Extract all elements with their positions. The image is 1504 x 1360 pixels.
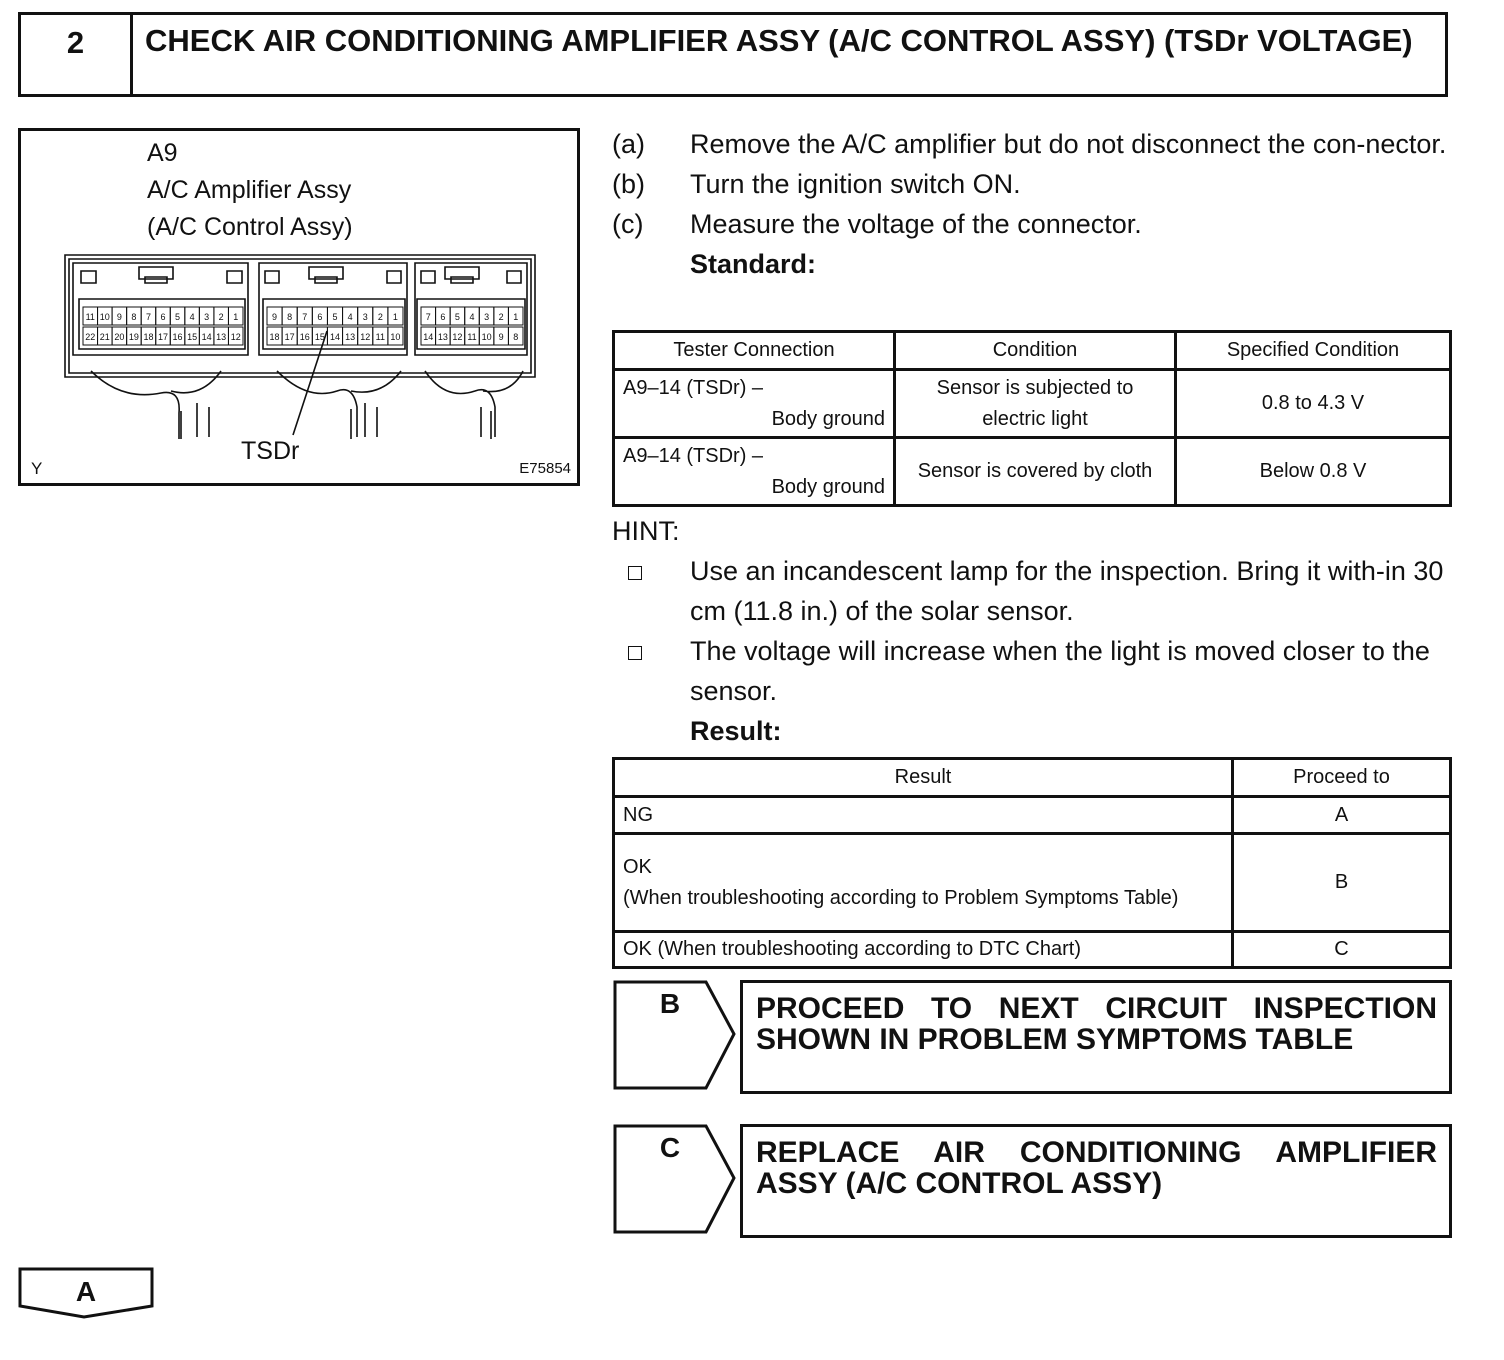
result-cell: NG (614, 797, 1233, 834)
table-header-row (614, 759, 1451, 797)
condition-cell: Sensor is subjected to electric light (895, 370, 1176, 438)
step-text: Turn the ignition switch ON. (690, 169, 1021, 199)
pin-number: 10 (390, 332, 401, 342)
table-row (614, 438, 1451, 506)
pin-number: 7 (302, 312, 308, 322)
table-row (614, 370, 1451, 438)
standard-table (612, 330, 1452, 507)
connection-ground: Body ground (771, 407, 885, 430)
pin-number: 3 (484, 312, 490, 322)
pin-number: 15 (314, 332, 325, 342)
pin-number: 8 (131, 312, 137, 322)
pin-number: 14 (423, 332, 434, 342)
condition-cell: Sensor is covered by cloth (895, 438, 1176, 506)
pin-number: 16 (172, 332, 183, 342)
pin-number: 1 (392, 312, 398, 322)
connector-drawing (21, 131, 577, 483)
pin-number: 11 (467, 332, 477, 342)
pin-number: 14 (201, 332, 212, 342)
result-cell: OK (When troubleshooting according to DTC Chart) (614, 932, 1233, 968)
branch-b-action: PROCEED TO NEXT CIRCUIT INSPECTION SHOWN IN PROBLEM SYMPTOMS TABLE (740, 980, 1452, 1094)
step-text: Measure the voltage of the connector. (690, 209, 1142, 239)
specified-cell: 0.8 to 4.3 V (1176, 370, 1451, 438)
hint-text: Use an incandescent lamp for the inspection. Bring it with-in 30 cm (11.8 in.) of the solar sensor. (690, 556, 1444, 626)
pin-number: 12 (360, 332, 371, 342)
connection-line: A9–14 (TSDr) – (623, 444, 764, 467)
pin-number: 14 (329, 332, 341, 342)
result-cell: OK (When troubleshooting according to Problem Symptoms Table) (614, 834, 1233, 932)
pin-number: 22 (85, 332, 96, 342)
step-label: (b) (612, 169, 645, 199)
pin-number: 2 (498, 312, 504, 322)
connector-figure (18, 128, 580, 486)
connection-line: A9–14 (TSDr) – (623, 376, 764, 399)
header-cell: Condition (895, 332, 1176, 370)
pin-number: 13 (345, 332, 356, 342)
pin-number: 6 (440, 312, 446, 322)
pin-number: 11 (85, 312, 95, 322)
pin-number: 4 (469, 312, 475, 322)
step-c (612, 204, 1452, 244)
header-cell: Tester Connection (614, 332, 895, 370)
component-name: A/C Amplifier Assy (147, 176, 352, 204)
hint-text: The voltage will increase when the light is moved closer to the sensor. (690, 636, 1430, 706)
pin-number: 12 (452, 332, 463, 342)
step-b (612, 164, 1452, 204)
header-cell: Proceed to (1233, 759, 1451, 797)
pin-number: 16 (299, 332, 310, 342)
table-row (614, 797, 1451, 834)
pin-number: 7 (425, 312, 431, 322)
table-row (614, 834, 1451, 932)
tester-connection-cell (614, 370, 895, 438)
pin-number: 3 (362, 312, 368, 322)
header-cell: Specified Condition (1176, 332, 1451, 370)
step-text: Remove the A/C amplifier but do not disconnect the con-nector. (690, 129, 1447, 159)
pin-number: 8 (287, 312, 293, 322)
bullet-icon (628, 566, 642, 580)
branch-c-letter: C (659, 1132, 681, 1163)
pin-number: 21 (99, 332, 110, 342)
pin-number: 5 (454, 312, 460, 322)
step-label: (c) (612, 209, 644, 239)
pin-number: 5 (332, 312, 338, 322)
step-a (612, 124, 1452, 164)
pin-number: 5 (175, 312, 181, 322)
tsdr-leader-line (293, 331, 327, 435)
pin-number: 9 (498, 332, 504, 342)
pin-number: 6 (317, 312, 323, 322)
pin-number: 11 (375, 332, 386, 342)
pin-number: 10 (99, 312, 110, 322)
branch-b-letter: B (659, 988, 681, 1019)
pin-number: 9 (116, 312, 122, 322)
pin-number: 20 (114, 332, 125, 342)
pin-number: 1 (233, 312, 239, 322)
hint-item (612, 551, 1454, 631)
pin-number: 2 (377, 312, 383, 322)
procedure-steps (612, 124, 1452, 284)
proceed-cell: C (1233, 932, 1451, 968)
branch-c-action: REPLACE AIR CONDITIONING AMPLIFIER ASSY (A/C CONTROL ASSY) (740, 1124, 1452, 1238)
pin-number: 17 (157, 332, 169, 342)
header-cell: Result (614, 759, 1233, 797)
pin-number: 15 (187, 332, 198, 342)
step-label: (a) (612, 129, 645, 159)
hint-item (612, 631, 1454, 711)
specified-cell: Below 0.8 V (1176, 438, 1451, 506)
table-header-row (614, 332, 1451, 370)
step-number: 2 (21, 15, 133, 94)
pin-number: 8 (513, 332, 519, 342)
standard-label: Standard: (690, 249, 817, 279)
tsdr-callout: TSDr (241, 437, 300, 465)
hint-label: HINT: (612, 516, 680, 546)
proceed-cell: A (1233, 797, 1451, 834)
figure-code: E75854 (519, 460, 571, 477)
connection-ground: Body ground (771, 475, 885, 498)
pin-number: 3 (204, 312, 210, 322)
tester-connection-cell (614, 438, 895, 506)
pin-number: 4 (347, 312, 353, 322)
pin-number: 9 (272, 312, 278, 322)
result-label: Result: (690, 716, 782, 746)
pin-number: 18 (269, 332, 280, 342)
pin-number: 1 (513, 312, 519, 322)
proceed-cell: B (1233, 834, 1451, 932)
pin-number: 18 (143, 332, 154, 342)
pin-number: 19 (128, 332, 139, 342)
component-alt-name: (A/C Control Assy) (147, 213, 353, 241)
pin-number: 13 (216, 332, 227, 342)
pin-number: 6 (160, 312, 166, 322)
connector-id: A9 (147, 139, 178, 167)
corner-mark: Y (31, 459, 43, 478)
pin-number: 10 (481, 332, 492, 342)
step-title: CHECK AIR CONDITIONING AMPLIFIER ASSY (A/C CONTROL ASSY) (TSDr VOLTAGE) (145, 23, 1413, 58)
step-header (18, 12, 1448, 97)
branch-a-letter: A (75, 1276, 97, 1307)
bullet-icon (628, 646, 642, 660)
pin-number: 7 (145, 312, 151, 322)
result-table (612, 757, 1452, 969)
hint-section (612, 511, 1454, 751)
table-row (614, 932, 1451, 968)
pin-number: 17 (284, 332, 295, 342)
pin-number: 12 (230, 332, 241, 342)
pin-number: 2 (218, 312, 224, 322)
pin-number: 4 (189, 312, 195, 322)
pin-number: 13 (437, 332, 448, 342)
